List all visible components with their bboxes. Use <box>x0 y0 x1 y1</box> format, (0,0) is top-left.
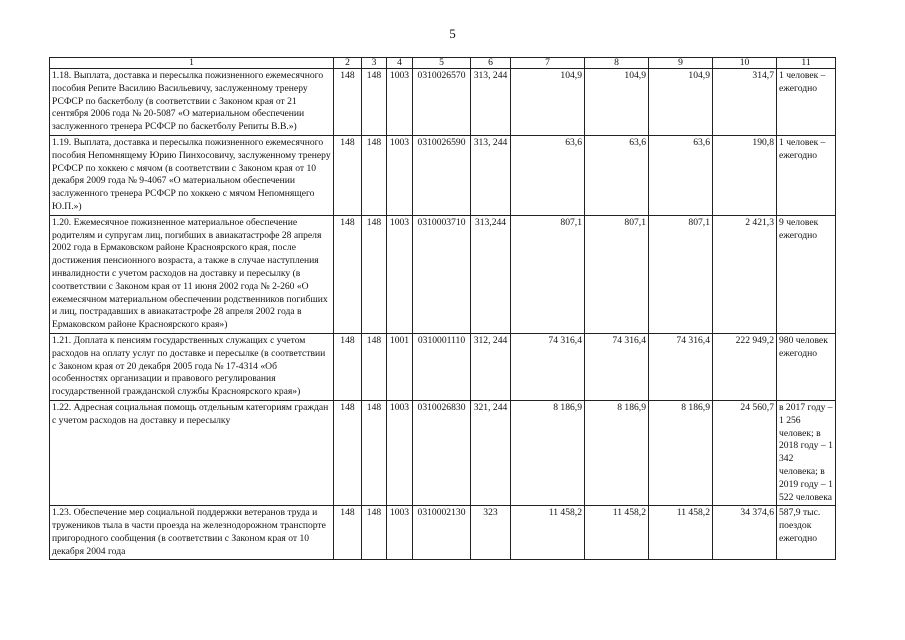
cell-year-1: 74 316,4 <box>511 333 585 400</box>
cell-year-2: 11 458,2 <box>585 506 649 560</box>
cell-admin-code: 148 <box>334 69 362 136</box>
cell-section-code: 1001 <box>387 333 413 400</box>
cell-target-code: 0310003710 <box>413 215 471 333</box>
budget-table <box>49 57 836 560</box>
cell-total: 34 374,6 <box>713 506 777 560</box>
cell-year-1: 807,1 <box>511 215 585 333</box>
cell-manager-code: 148 <box>362 135 387 215</box>
cell-manager-code: 148 <box>362 333 387 400</box>
cell-section-code: 1003 <box>387 215 413 333</box>
cell-manager-code: 148 <box>362 506 387 560</box>
column-header: 2 <box>334 58 362 69</box>
cell-admin-code: 148 <box>334 135 362 215</box>
table-row <box>50 215 836 333</box>
cell-result: 9 человек ежегодно <box>777 215 836 333</box>
cell-section-code: 1003 <box>387 135 413 215</box>
cell-total: 222 949,2 <box>713 333 777 400</box>
cell-section-code: 1003 <box>387 69 413 136</box>
item-description: 1.23. Обеспечение мер социальной поддержки ветеранов труда и тружеников тыла в части проезда на железнодорожном транспорте пригородного сообщения (в соответствии с Законом края от 10 декабря 2004 года <box>50 506 334 560</box>
cell-year-2: 8 186,9 <box>585 400 649 505</box>
column-header: 1 <box>50 58 334 69</box>
cell-expense-code: 321, 244 <box>471 400 511 505</box>
cell-target-code: 0310026830 <box>413 400 471 505</box>
cell-admin-code: 148 <box>334 400 362 505</box>
column-header: 7 <box>511 58 585 69</box>
column-header: 11 <box>777 58 836 69</box>
cell-year-3: 11 458,2 <box>649 506 713 560</box>
cell-year-1: 104,9 <box>511 69 585 136</box>
cell-result: 1 человек – ежегодно <box>777 69 836 136</box>
cell-target-code: 0310001110 <box>413 333 471 400</box>
column-header: 4 <box>387 58 413 69</box>
column-header: 8 <box>585 58 649 69</box>
cell-manager-code: 148 <box>362 215 387 333</box>
cell-year-3: 8 186,9 <box>649 400 713 505</box>
cell-expense-code: 312, 244 <box>471 333 511 400</box>
cell-year-2: 63,6 <box>585 135 649 215</box>
table-row <box>50 400 836 505</box>
column-header: 10 <box>713 58 777 69</box>
cell-total: 24 560,7 <box>713 400 777 505</box>
cell-year-3: 807,1 <box>649 215 713 333</box>
cell-expense-code: 313,244 <box>471 215 511 333</box>
cell-target-code: 0310026590 <box>413 135 471 215</box>
column-number-row <box>50 58 836 69</box>
cell-target-code: 0310026570 <box>413 69 471 136</box>
table-row <box>50 506 836 560</box>
item-description: 1.20. Ежемесячное пожизненное материальное обеспечение родителям и супругам лиц, погибших в авиакатастрофе 28 апреля 2002 года в Ермаковском районе Красноярского края, после достижения пенсионного возраста, а также в случае наступления инвалидности с учетом расходов на доставку и пересылку (в соответствии с Законом края от 11 июня 2002 года № 2-260 «О ежемесячном материальном обеспечении родственников погибших и лиц, пострадавших в авиакатастрофе 28 апреля 2002 года в Ермаковском районе Красноярского края») <box>50 215 334 333</box>
cell-admin-code: 148 <box>334 215 362 333</box>
cell-year-1: 63,6 <box>511 135 585 215</box>
cell-result: 980 человек ежегодно <box>777 333 836 400</box>
cell-total: 190,8 <box>713 135 777 215</box>
cell-expense-code: 313, 244 <box>471 135 511 215</box>
item-description: 1.21. Доплата к пенсиям государственных служащих с учетом расходов на оплату услуг по доставке и пересылке (в соответствии с Законом края от 20 декабря 2005 года № 17-4314 «Об особенностях организации и правового регулирования государственной гражданской службы Красноярского края») <box>50 333 334 400</box>
cell-result: 587,9 тыс. поездок ежегодно <box>777 506 836 560</box>
cell-year-1: 11 458,2 <box>511 506 585 560</box>
cell-total: 314,7 <box>713 69 777 136</box>
table-row <box>50 69 836 136</box>
column-header: 9 <box>649 58 713 69</box>
cell-year-2: 104,9 <box>585 69 649 136</box>
cell-manager-code: 148 <box>362 69 387 136</box>
cell-year-1: 8 186,9 <box>511 400 585 505</box>
cell-year-3: 63,6 <box>649 135 713 215</box>
column-header: 5 <box>413 58 471 69</box>
column-header: 3 <box>362 58 387 69</box>
cell-year-2: 74 316,4 <box>585 333 649 400</box>
cell-admin-code: 148 <box>334 506 362 560</box>
cell-section-code: 1003 <box>387 400 413 505</box>
cell-result: в 2017 году – 1 256 человек; в 2018 году – 1 342 человека; в 2019 году – 1 522 человека <box>777 400 836 505</box>
cell-admin-code: 148 <box>334 333 362 400</box>
item-description: 1.19. Выплата, доставка и пересылка пожизненного ежемесячного пособия Непомнящему Юрию Пинхосовичу, заслуженному тренеру РСФСР по хоккею с мячом (в соответствии с Законом края от 10 декабря 2009 года № 9-4067 «О материальном обеспечении заслуженного тренера РСФСР по хоккею с мячом Непомнящего Ю.П.») <box>50 135 334 215</box>
table-row <box>50 135 836 215</box>
cell-section-code: 1003 <box>387 506 413 560</box>
cell-expense-code: 323 <box>471 506 511 560</box>
cell-year-3: 74 316,4 <box>649 333 713 400</box>
cell-year-2: 807,1 <box>585 215 649 333</box>
cell-total: 2 421,3 <box>713 215 777 333</box>
table-row <box>50 333 836 400</box>
cell-year-3: 104,9 <box>649 69 713 136</box>
page-number: 5 <box>449 26 456 41</box>
column-header: 6 <box>471 58 511 69</box>
cell-manager-code: 148 <box>362 400 387 505</box>
item-description: 1.22. Адресная социальная помощь отдельным категориям граждан с учетом расходов на доставку и пересылку <box>50 400 334 505</box>
item-description: 1.18. Выплата, доставка и пересылка пожизненного ежемесячного пособия Репите Василию Васильевичу, заслуженному тренеру РСФСР по баскетболу (в соответствии с Законом края от 21 сентября 2006 года № 20-5087 «О материальном обеспечении заслуженного тренера РСФСР по баскетболу Репиты В.В.») <box>50 69 334 136</box>
cell-expense-code: 313, 244 <box>471 69 511 136</box>
cell-target-code: 0310002130 <box>413 506 471 560</box>
cell-result: 1 человек – ежегодно <box>777 135 836 215</box>
